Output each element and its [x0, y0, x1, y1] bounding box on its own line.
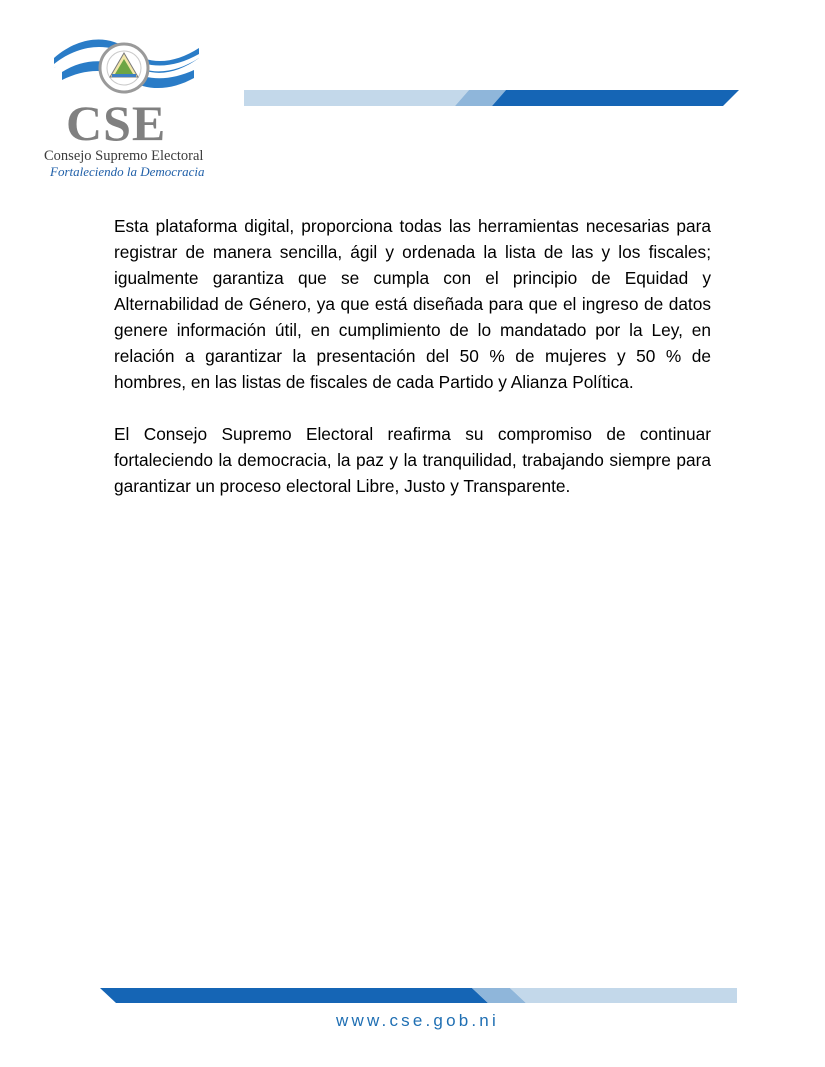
footer-decorative-band — [100, 988, 737, 1003]
logo-org-name: Consejo Supremo Electoral — [44, 148, 204, 164]
document-body — [114, 213, 711, 525]
logo-acronym: CSE — [66, 95, 167, 151]
logo-tagline: Fortaleciendo la Democracia — [50, 164, 205, 179]
footer-website-url: www.cse.gob.ni — [336, 1011, 499, 1030]
body-paragraph: El Consejo Supremo Electoral reafirma su compromiso de continuar fortaleciendo la democracia, la paz y la tranquilidad, trabajando siempre para garantizar un proceso electoral Libre, Justo y Transparente. — [114, 424, 711, 496]
nicaragua-coat-of-arms-icon — [98, 42, 150, 94]
cse-logo — [40, 28, 215, 178]
body-paragraph: Esta plataforma digital, proporciona todas las herramientas necesarias para registrar de manera sencilla, ágil y ordenada la lista de las y los fiscales; igualmente garantiza que se cumpla con el principio de Equidad y Alternabilidad de Género, ya que está diseñada para que el ingreso de datos genere información útil, en cumplimiento de lo mandatado por la Ley, en relación a garantizar la presentación del 50 % de mujeres y 50 % de hombres, en las listas de fiscales de cada Partido y Alianza Política. — [114, 216, 711, 392]
header-decorative-band — [244, 90, 739, 106]
